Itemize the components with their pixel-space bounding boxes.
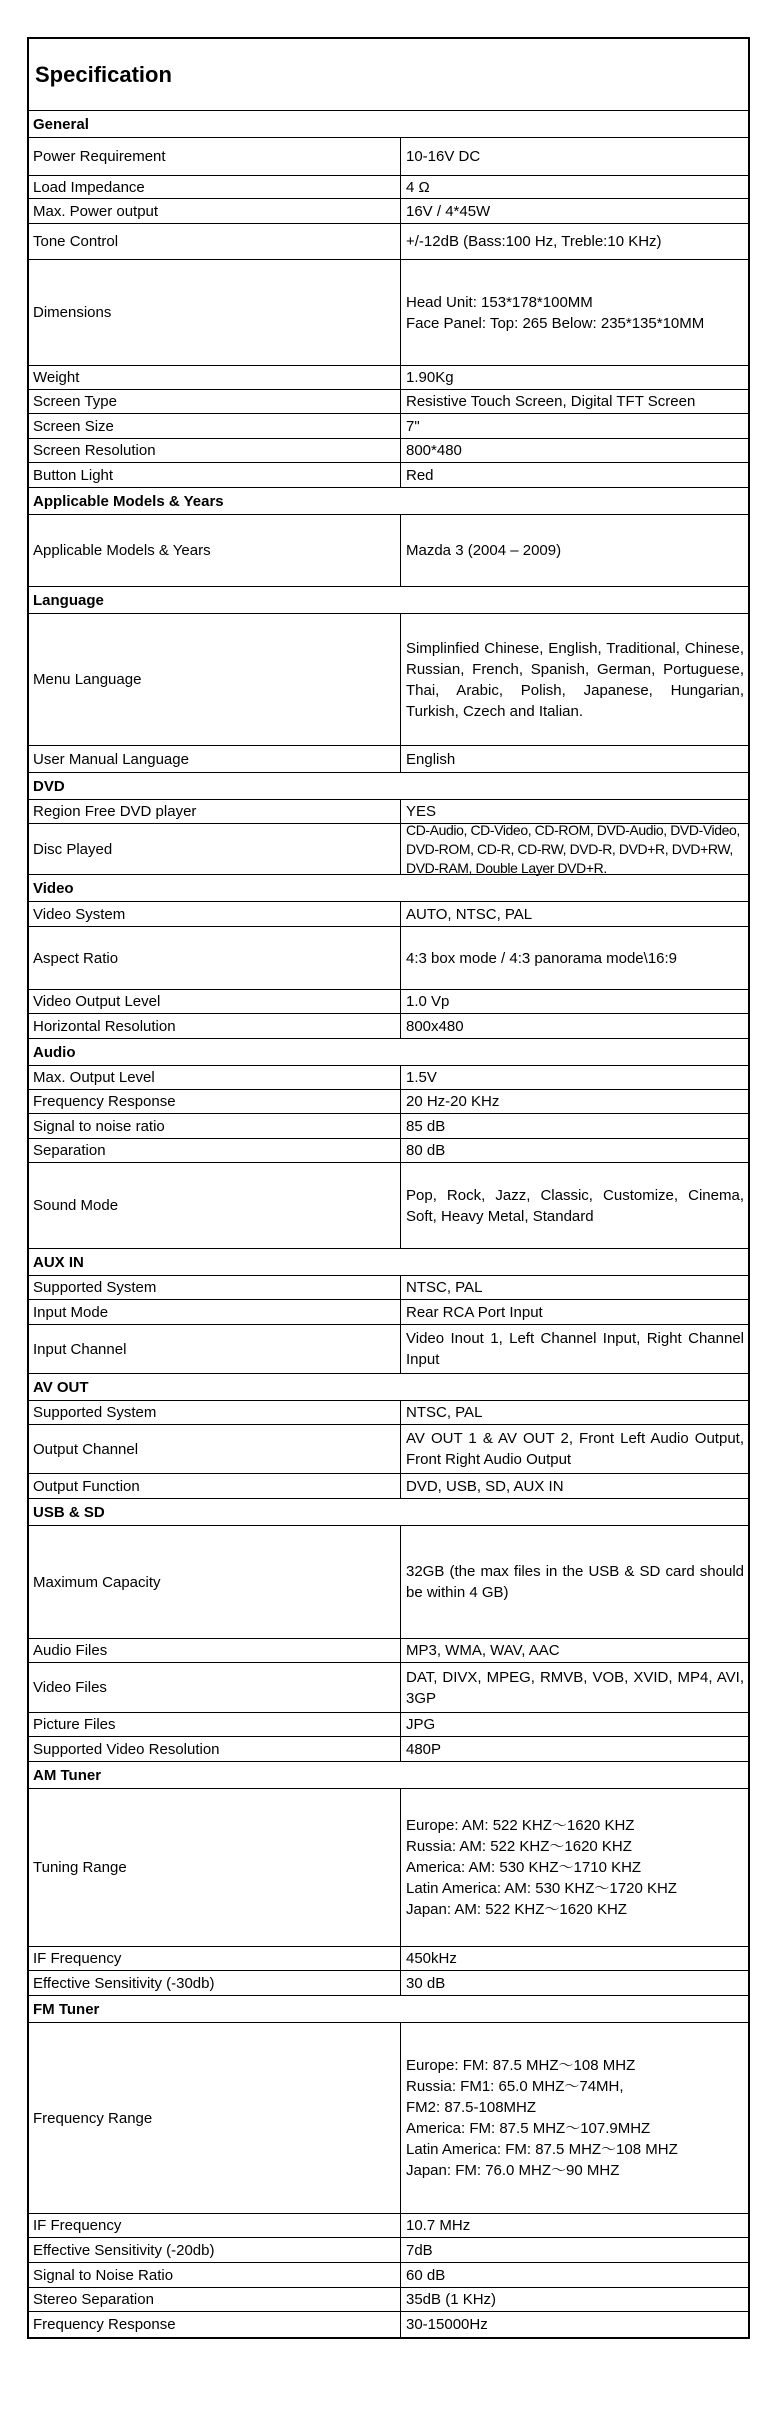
- spec-value: Head Unit: 153*178*100MM Face Panel: Top: 265 Below: 235*135*10MM: [406, 293, 705, 332]
- spec-label: Maximum Capacity: [29, 1526, 401, 1638]
- spec-value: AV OUT 1 & AV OUT 2, Front Left Audio Output, Front Right Audio Output: [406, 1430, 744, 1468]
- spec-value: Video Inout 1, Left Channel Input, Right Channel Input: [406, 1330, 744, 1368]
- spec-row: [29, 463, 748, 488]
- section-header: USB & SD: [29, 1499, 748, 1526]
- spec-row: [29, 1139, 748, 1163]
- spec-label: Applicable Models & Years: [29, 515, 401, 586]
- spec-label: Signal to noise ratio: [29, 1114, 401, 1138]
- spec-row: [29, 515, 748, 587]
- spec-label: Input Mode: [29, 1300, 401, 1324]
- spec-value: 10-16V DC: [406, 148, 481, 165]
- spec-row: [29, 390, 748, 414]
- spec-value: Pop, Rock, Jazz, Classic, Customize, Cinema, Soft, Heavy Metal, Standard: [406, 1186, 744, 1225]
- spec-row: [29, 1474, 748, 1499]
- spec-label: Tuning Range: [29, 1789, 401, 1946]
- spec-value: Rear RCA Port Input: [406, 1303, 543, 1321]
- spec-value: 16V / 4*45W: [406, 202, 491, 220]
- spec-label: Signal to Noise Ratio: [29, 2263, 401, 2287]
- spec-row: [29, 414, 748, 439]
- spec-value: 450kHz: [406, 1950, 457, 1967]
- spec-value: NTSC, PAL: [406, 1279, 483, 1296]
- spec-row: [29, 2263, 748, 2288]
- spec-row: [29, 746, 748, 773]
- spec-value: 480P: [406, 1740, 442, 1758]
- spec-value: Red: [406, 466, 434, 484]
- spec-label: Horizontal Resolution: [29, 1014, 401, 1038]
- spec-row: [29, 1713, 748, 1737]
- spec-value: 60 dB: [406, 2266, 446, 2284]
- spec-value: 30-15000Hz: [406, 2316, 488, 2333]
- spec-value: 7dB: [406, 2241, 433, 2259]
- spec-label: Effective Sensitivity (-20db): [29, 2238, 401, 2262]
- spec-label: Tone Control: [29, 224, 401, 259]
- spec-label: Frequency Response: [29, 1090, 401, 1113]
- spec-row: [29, 1276, 748, 1300]
- spec-value: 1.0 Vp: [406, 993, 450, 1010]
- spec-label: IF Frequency: [29, 1947, 401, 1970]
- spec-row: [29, 1325, 748, 1374]
- spec-label: Sound Mode: [29, 1163, 401, 1248]
- spec-value: English: [406, 750, 456, 768]
- spec-row: [29, 1971, 748, 1996]
- spec-row: [29, 1401, 748, 1425]
- spec-value: 800x480: [406, 1017, 464, 1035]
- spec-value: CD-Audio, CD-Video, CD-ROM, DVD-Audio, DVD-Video, DVD-ROM, CD-R, CD-RW, DVD-R, DVD+R, DVD+RW, DVD-RAM, Double Layer DVD+R.: [406, 821, 740, 876]
- spec-label: Video Output Level: [29, 990, 401, 1013]
- spec-row: [29, 439, 748, 463]
- spec-label: Frequency Range: [29, 2023, 401, 2213]
- spec-row: [29, 1114, 748, 1139]
- spec-value: 85 dB: [406, 1117, 446, 1135]
- spec-label: Load Impedance: [29, 176, 401, 198]
- spec-label: Region Free DVD player: [29, 800, 401, 823]
- spec-label: Supported System: [29, 1401, 401, 1424]
- section-header: AM Tuner: [29, 1762, 748, 1789]
- spec-rows: [29, 111, 748, 2337]
- spec-row: [29, 1090, 748, 1114]
- spec-value: Europe: AM: 522 KHZ～1620 KHZ Russia: AM: 522 KHZ～1620 KHZ America: AM: 530 KHZ～1710 KHZ Latin America: AM: 530 KHZ～1720 KHZ Japan: AM: 522 KHZ～1620 KHZ: [406, 1817, 677, 1918]
- spec-label: Effective Sensitivity (-30db): [29, 1971, 401, 1995]
- spec-value: 10.7 MHz: [406, 2217, 471, 2234]
- section-header: AUX IN: [29, 1249, 748, 1276]
- section-header: FM Tuner: [29, 1996, 748, 2023]
- spec-value: Europe: FM: 87.5 MHZ～108 MHZ Russia: FM1: 65.0 MHZ～74MH, FM2: 87.5-108MHZ America: FM: 87.5 MHZ～107.9MHZ Latin America: FM: 87.5 MHZ～108 MHZ Japan: FM: 76.0 MHZ～90 MHZ: [406, 2057, 678, 2179]
- spec-value: 1.5V: [406, 1069, 437, 1086]
- spec-label: Supported System: [29, 1276, 401, 1299]
- spec-title: Specification: [29, 39, 748, 111]
- spec-label: Video Files: [29, 1663, 401, 1712]
- spec-row: [29, 1663, 748, 1713]
- spec-label: Input Channel: [29, 1325, 401, 1373]
- section-header: Applicable Models & Years: [29, 488, 748, 515]
- spec-label: Disc Played: [29, 824, 401, 874]
- spec-row: [29, 1014, 748, 1039]
- spec-label: Video System: [29, 902, 401, 926]
- spec-value: Mazda 3 (2004 – 2009): [406, 542, 562, 559]
- spec-value: 4:3 box mode / 4:3 panorama mode\16:9: [406, 949, 678, 967]
- spec-value: 7": [406, 417, 420, 435]
- spec-row: [29, 260, 748, 366]
- spec-value: YES: [406, 803, 437, 820]
- spec-row: [29, 1789, 748, 1947]
- spec-row: [29, 2288, 748, 2312]
- spec-row: [29, 1947, 748, 1971]
- spec-value: NTSC, PAL: [406, 1404, 483, 1421]
- spec-row: [29, 2238, 748, 2263]
- spec-label: Screen Type: [29, 390, 401, 413]
- spec-value: 1.90Kg: [406, 369, 454, 386]
- section-header: DVD: [29, 773, 748, 800]
- spec-row: [29, 2312, 748, 2337]
- section-header: Audio: [29, 1039, 748, 1066]
- spec-value: 32GB (the max files in the USB & SD card should be within 4 GB): [406, 1563, 744, 1601]
- spec-label: Output Function: [29, 1474, 401, 1498]
- section-header: AV OUT: [29, 1374, 748, 1401]
- spec-row: [29, 366, 748, 390]
- spec-label: Screen Size: [29, 414, 401, 438]
- spec-value: Simplinfied Chinese, English, Traditional, Chinese, Russian, French, Spanish, German, Portuguese, Thai, Arabic, Polish, Japanese, Hungarian, Turkish, Czech and Italian.: [406, 639, 744, 720]
- spec-label: Stereo Separation: [29, 2288, 401, 2311]
- spec-row: [29, 1066, 748, 1090]
- spec-label: Output Channel: [29, 1425, 401, 1473]
- spec-row: [29, 199, 748, 224]
- spec-label: IF Frequency: [29, 2214, 401, 2237]
- spec-label: Menu Language: [29, 614, 401, 745]
- spec-row: [29, 224, 748, 260]
- spec-value: 80 dB: [406, 1142, 446, 1159]
- spec-label: Weight: [29, 366, 401, 389]
- spec-value: DVD, USB, SD, AUX IN: [406, 1477, 564, 1495]
- spec-value: 20 Hz-20 KHz: [406, 1093, 500, 1110]
- spec-value: JPG: [406, 1716, 436, 1733]
- spec-row: [29, 2023, 748, 2214]
- spec-label: Audio Files: [29, 1639, 401, 1662]
- spec-row: [29, 821, 748, 876]
- section-header: Video: [29, 875, 748, 902]
- spec-label: Frequency Response: [29, 2312, 401, 2337]
- spec-label: Max. Output Level: [29, 1066, 401, 1089]
- spec-label: Separation: [29, 1139, 401, 1162]
- spec-row: [29, 614, 748, 746]
- spec-label: Picture Files: [29, 1713, 401, 1736]
- spec-value: AUTO, NTSC, PAL: [406, 905, 533, 923]
- spec-row: [29, 1526, 748, 1639]
- spec-row: [29, 990, 748, 1014]
- spec-row: [29, 1737, 748, 1762]
- spec-value: 4 Ω: [406, 178, 430, 196]
- spec-label: Aspect Ratio: [29, 927, 401, 989]
- spec-row: [29, 176, 748, 199]
- spec-row: [29, 927, 748, 990]
- spec-value: +/-12dB (Bass:100 Hz, Treble:10 KHz): [406, 233, 662, 250]
- spec-row: [29, 902, 748, 927]
- spec-label: Power Requirement: [29, 138, 401, 175]
- spec-value: 30 dB: [406, 1974, 446, 1992]
- spec-label: Max. Power output: [29, 199, 401, 223]
- spec-row: [29, 1425, 748, 1474]
- section-header: Language: [29, 587, 748, 614]
- spec-value: MP3, WMA, WAV, AAC: [406, 1642, 560, 1659]
- spec-label: Supported Video Resolution: [29, 1737, 401, 1761]
- spec-label: Screen Resolution: [29, 439, 401, 462]
- spec-row: [29, 1163, 748, 1249]
- spec-row: [29, 1639, 748, 1663]
- spec-value: DAT, DIVX, MPEG, RMVB, VOB, XVID, MP4, AVI, 3GP: [406, 1668, 744, 1707]
- spec-label: Dimensions: [29, 260, 401, 365]
- spec-table: [27, 37, 750, 2339]
- spec-row: [29, 1300, 748, 1325]
- spec-value: 800*480: [406, 442, 462, 459]
- spec-row: [29, 2214, 748, 2238]
- spec-label: Button Light: [29, 463, 401, 487]
- spec-value: Resistive Touch Screen, Digital TFT Screen: [406, 393, 696, 410]
- spec-value: 35dB (1 KHz): [406, 2291, 497, 2308]
- spec-label: User Manual Language: [29, 746, 401, 772]
- section-header: General: [29, 111, 748, 138]
- spec-row: [29, 138, 748, 176]
